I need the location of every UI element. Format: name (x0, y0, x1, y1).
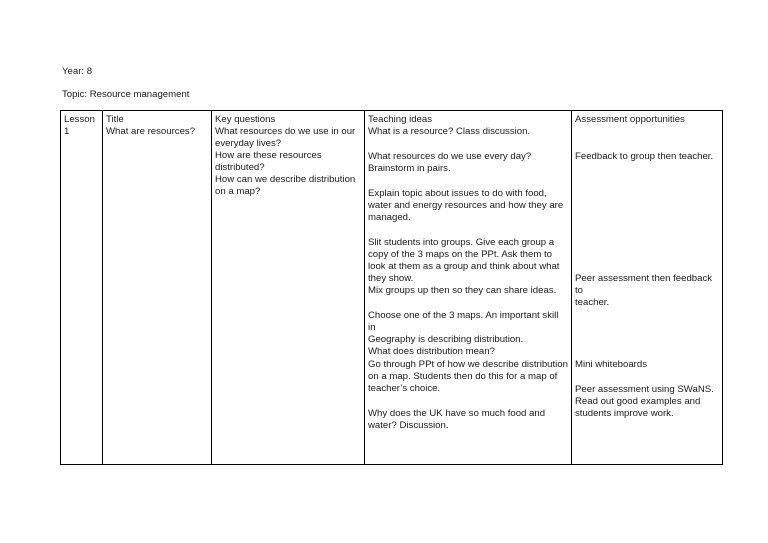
title-column (102, 111, 211, 464)
key-questions-column (211, 111, 364, 464)
teaching-ideas-header: Teaching ideas (368, 114, 433, 125)
lesson-header: Lesson (64, 114, 95, 125)
teaching-idea: Choose one of the 3 maps. An important skill in Geography is describing distribution. What does distribution mean? (368, 310, 559, 357)
assessment-item: Peer assessment then feedback to teacher. (575, 273, 713, 308)
key-questions-header: Key questions (215, 114, 276, 125)
teaching-idea: Why does the UK have so much food and water? Discussion. (368, 408, 546, 431)
topic-label: Topic: Resource management (62, 89, 190, 100)
lesson-number: 1 (64, 126, 70, 137)
lesson-title: What are resources? (106, 126, 196, 137)
key-questions-text: What resources do we use in our everyday lives? How are these resources distributed? How can we describe distribution on a map? (215, 126, 356, 197)
teaching-idea: What resources do we use every day? Brainstorm in pairs. (368, 151, 532, 174)
assessment-item: Peer assessment using SWaNS. Read out good examples and students improve work. (575, 384, 714, 419)
assessment-item: Feedback to group then teacher. (575, 151, 714, 162)
teaching-idea: Explain topic about issues to do with food, water and energy resources and how they are managed. (368, 188, 564, 223)
lesson-plan-table (60, 110, 723, 465)
title-header: Title (106, 114, 124, 125)
teaching-idea: Slit students into groups. Give each group a copy of the 3 maps on the PPt. Ask them to look at them as a group and think about what they show. Mix groups up then so they can share ideas. (368, 237, 560, 296)
year-label: Year: 8 (62, 66, 93, 77)
assessment-item: Mini whiteboards (575, 359, 647, 370)
lesson-column (61, 111, 102, 464)
assessment-header: Assessment opportunities (575, 114, 685, 125)
teaching-idea: What is a resource? Class discussion. (368, 126, 531, 137)
teaching-idea: Go through PPt of how we describe distribution on a map. Students then do this for a map of teacher’s choice. (368, 359, 568, 394)
teaching-ideas-column (364, 111, 571, 464)
assessment-column (571, 111, 722, 464)
